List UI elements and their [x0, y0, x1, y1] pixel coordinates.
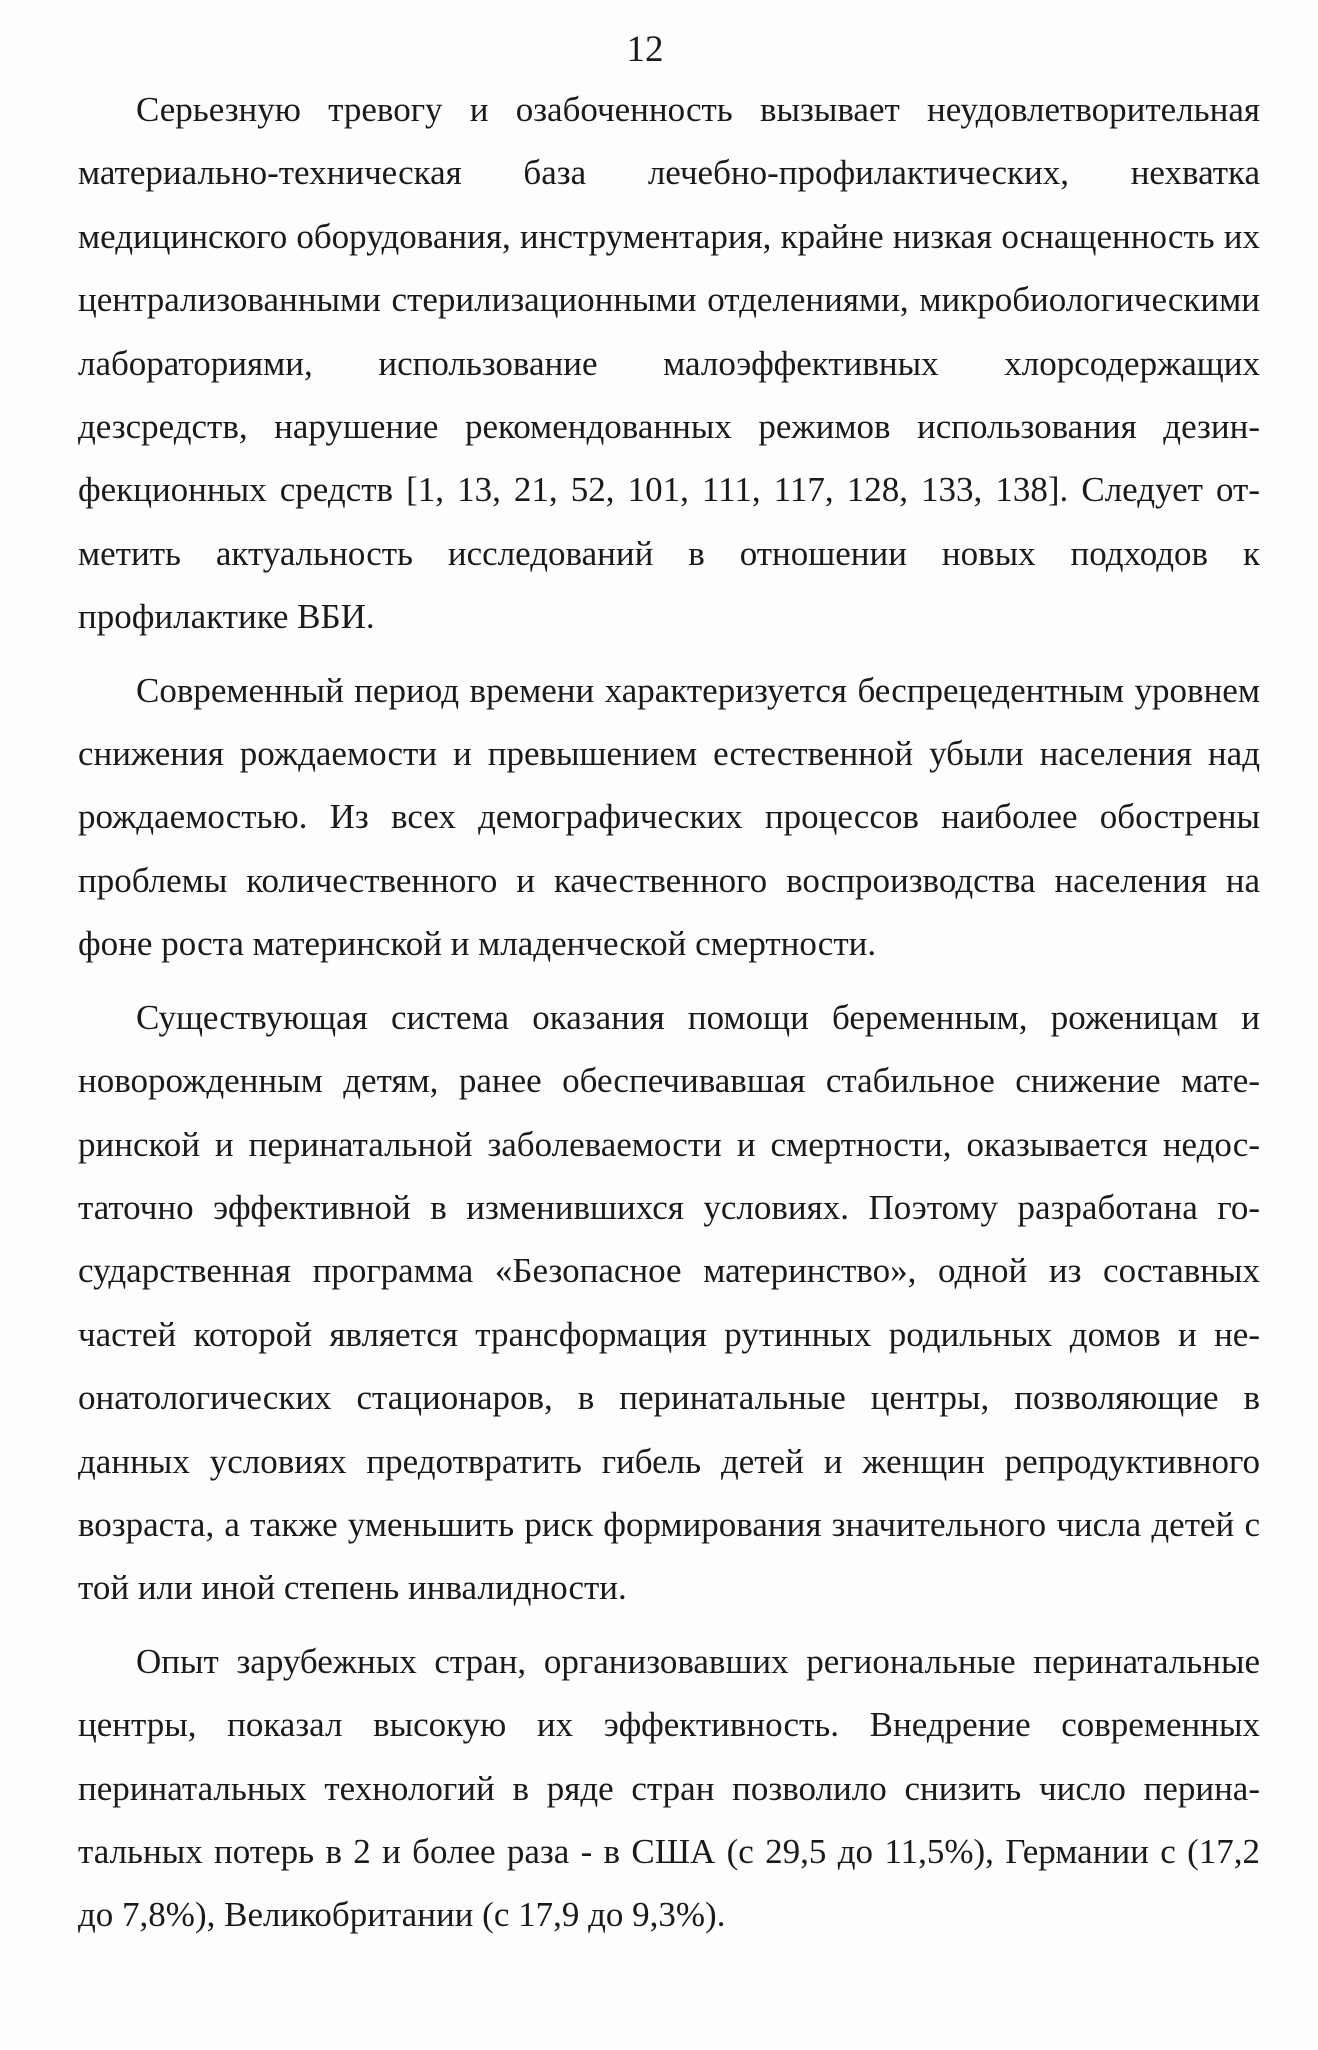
paragraph-foreign-experience: Опыт зарубежных стран, организовавших региональные перинатальные центры, показал высокую их эффективность. Внедрение современных перинатальных технологий в ряде стран позволило снизить число перинатальных потерь в 2 и более раза - в США (с 29,5 до 11,5%), Германии с (17,2 до 7,8%), Великобритании (с 17,9 до 9,3%). [78, 1641, 1260, 1935]
page-number: 12 [626, 29, 664, 70]
paragraph-infection-control: Серьезную тревогу и озабоченность вызывает неудовлетворительная материально-техническая база лечебно-профилактических, нехватка медицинского оборудования, инструментария, крайне низкая оснащенность их централизованными стерилизационными отделениями, микробиологическими лабораториями, использование малоэффективных хлорсодержащих дезсредств, нарушение рекомендованных режимов использования дезинфекционных средств [1, 13, 21, 52, 101, 111, 117, 128, 133, 138]. Следует отметить актуальность исследований в отношении новых подходов к профилактике ВБИ. [78, 90, 1260, 637]
paragraph-maternity-program: Существующая система оказания помощи беременным, роженицам и новорожденным детям, ранее обеспечивавшая стабильное снижение материнской и перинатальной заболеваемости и смертности, оказывается недостаточно эффективной в изменившихся условиях. Поэтому разработана государственная программа «Безопасное материнство», одной из составных частей которой является трансформация рутинных родильных домов и неонатологических стационаров, в перинатальные центры, позволяющие в данных условиях предотвратить гибель детей и женщин репродуктивного возраста, а также уменьшить риск формирования значительного числа детей с той или иной степень инвалидности. [78, 997, 1260, 1608]
paragraph-demographics: Современный период времени характеризуется беспрецедентным уровнем снижения рождаемости и превышением естественной убыли населения над рождаемостью. Из всех демографических процессов наиболее обострены проблемы количественного и качественного воспроизводства населения на фоне роста материнской и младенческой смертности. [78, 670, 1260, 964]
body-text [78, 78, 1260, 1957]
